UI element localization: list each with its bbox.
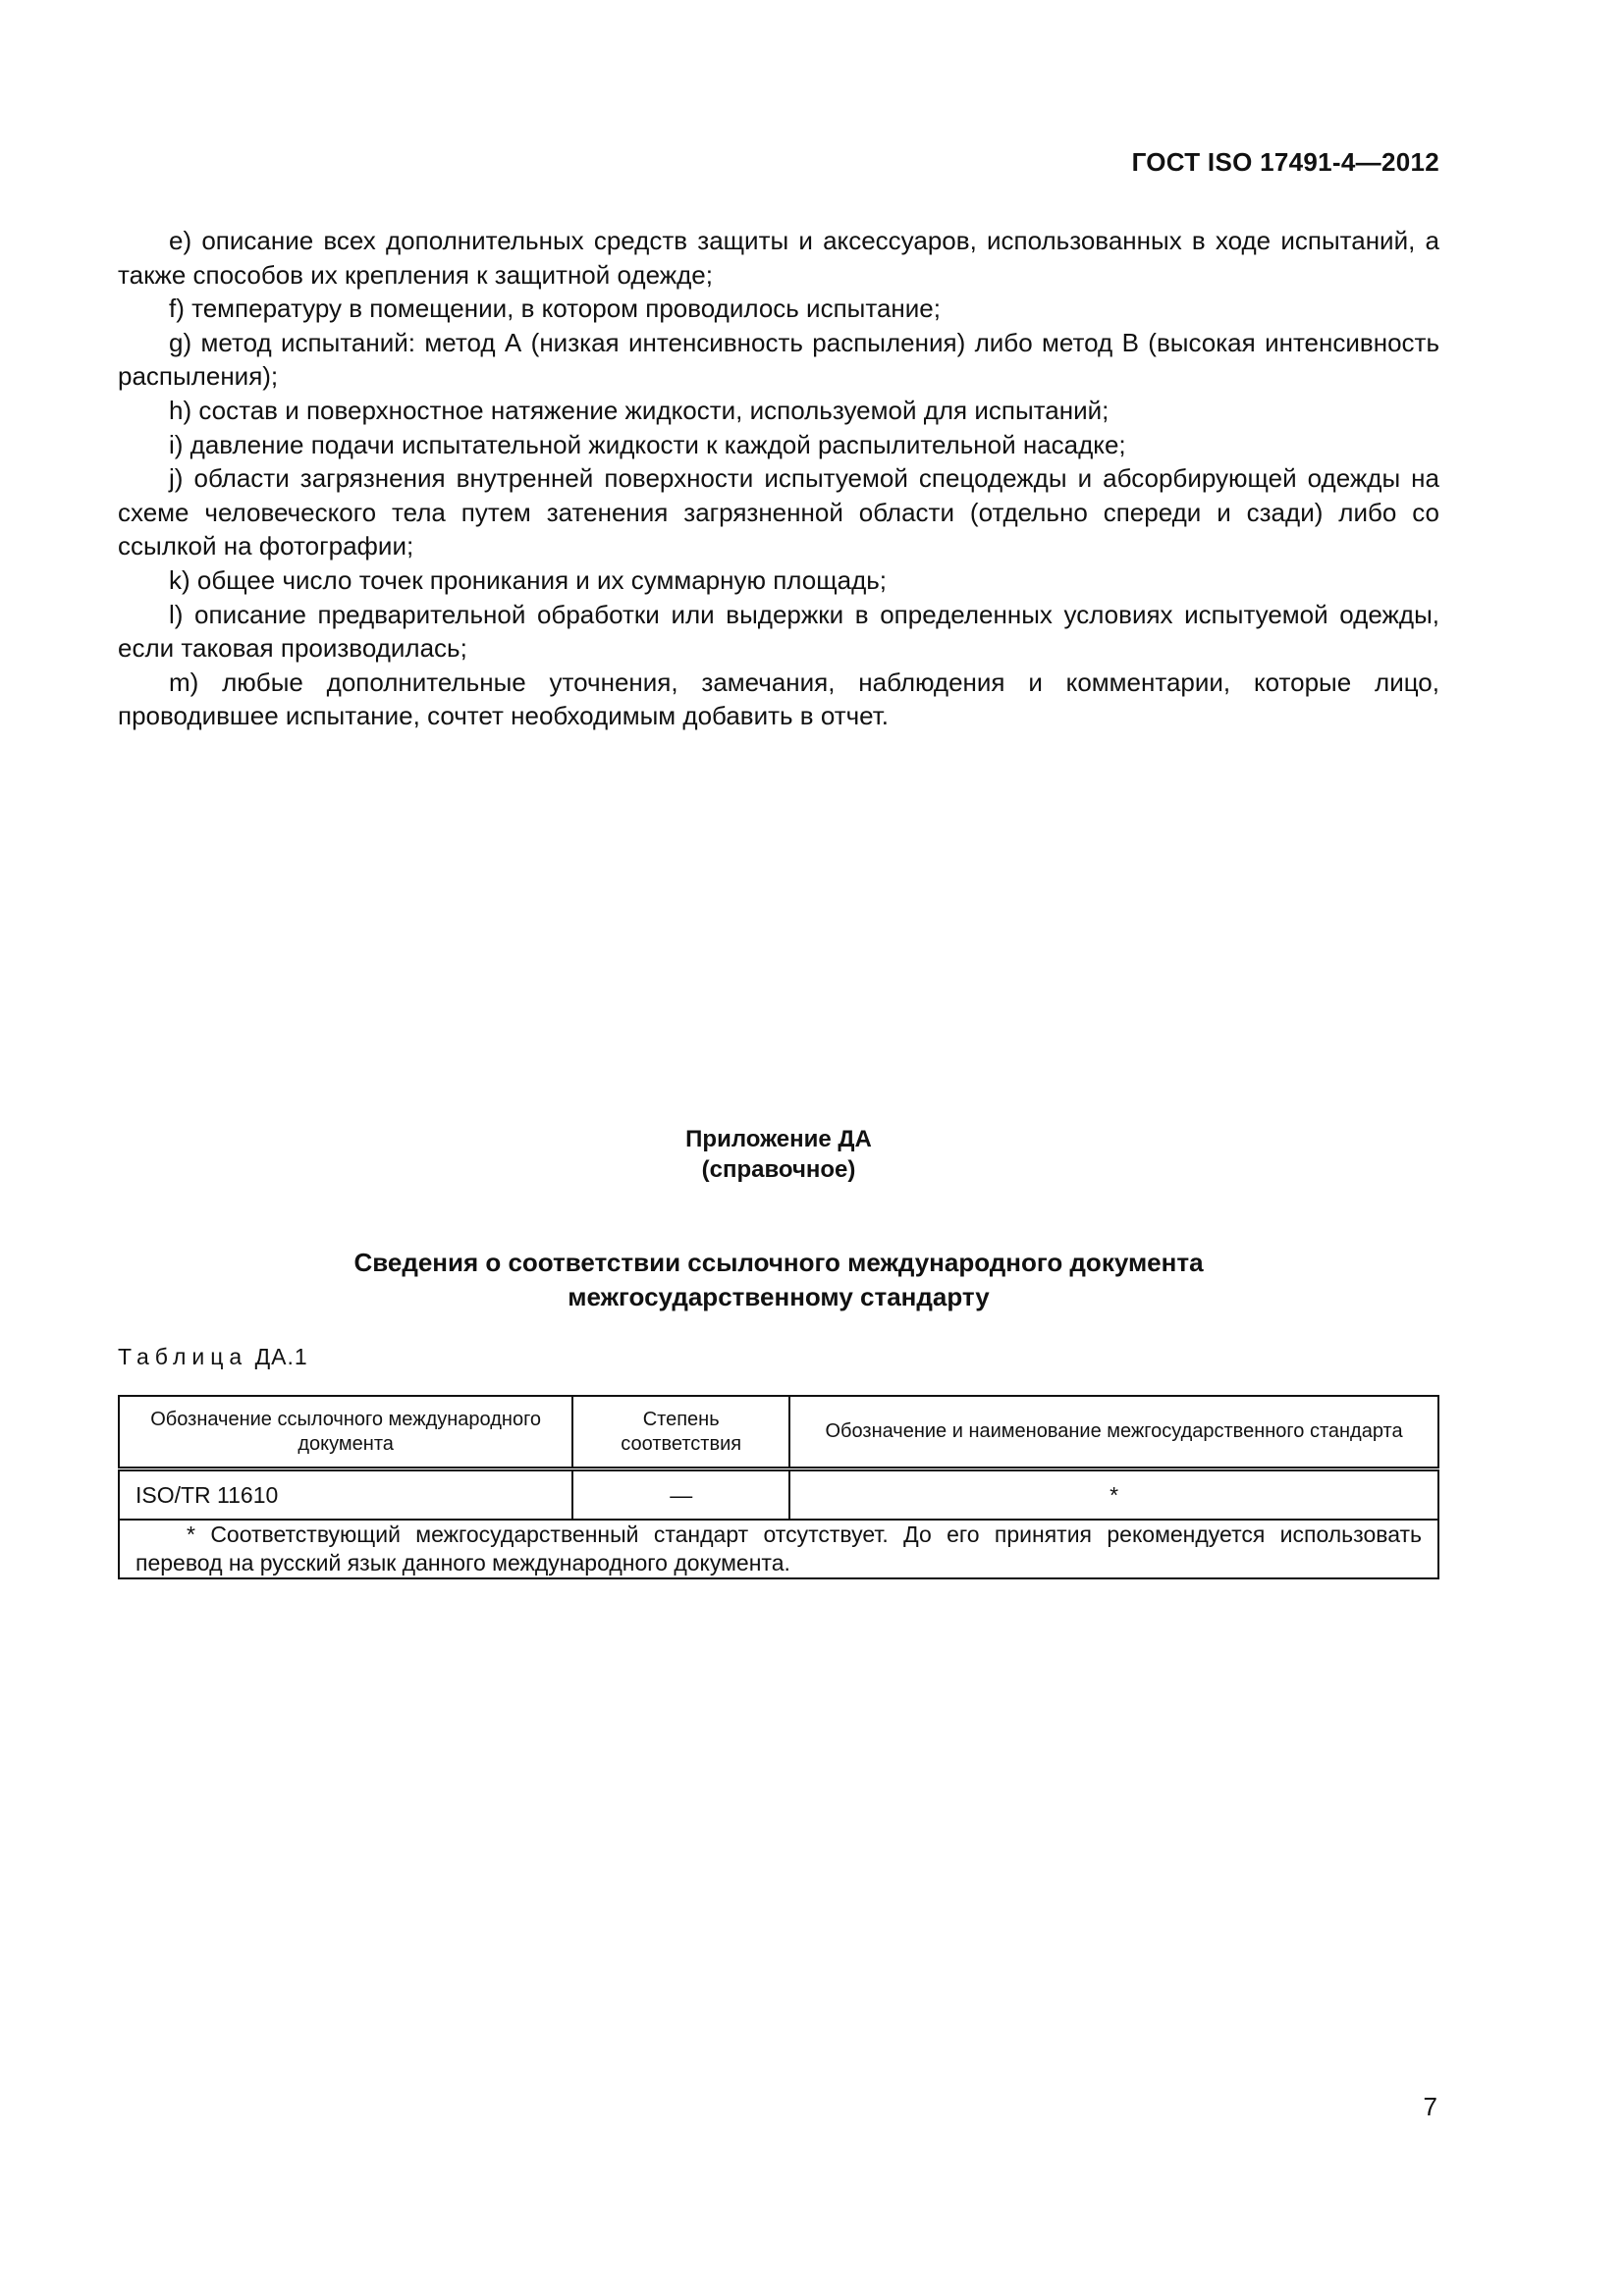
- table-footnote-cell: [119, 1520, 1438, 1578]
- appendix-heading: [118, 1124, 1439, 1185]
- table-label-number: ДА.1: [254, 1344, 308, 1369]
- list-item: i) давление подачи испытательной жидкости к каждой распылительной насадке;: [169, 429, 1126, 459]
- correspondence-table: [118, 1395, 1439, 1579]
- table-cell-degree: —: [572, 1469, 789, 1521]
- table-footnote-row: [119, 1520, 1438, 1578]
- section-title: [118, 1246, 1439, 1314]
- list-item: е) описание всех дополнительных средств защиты и аксессуаров, использованных в ходе испытаний, а также способов их крепления к защитной одежде;: [118, 226, 1439, 290]
- appendix-subtitle: (справочное): [701, 1156, 856, 1183]
- list-item: g) метод испытаний: метод А (низкая интенсивность распыления) либо метод В (высокая интенсивность распыления);: [118, 327, 1439, 392]
- list-item: f) температуру в помещении, в котором проводилось испытание;: [169, 294, 941, 324]
- list-item: l) описание предварительной обработки или выдержки в определенных условиях испытуемой одежды, если таковая производилась;: [118, 599, 1439, 664]
- table-row: [119, 1469, 1438, 1521]
- section-title-line1: Сведения о соответствии ссылочного международного документа: [353, 1248, 1204, 1277]
- header-interstate-standard: Обозначение и наименование межгосударственного стандарта: [789, 1396, 1438, 1469]
- report-requirements-list: [118, 224, 1439, 733]
- list-item: j) области загрязнения внутренней поверхности испытуемой спецодежды и абсорбирующей одежды на схеме человеческого тела путем затенения загрязненной области (отдельно спереди и сзади) либо со ссылкой на фотографии;: [118, 463, 1439, 561]
- appendix-title: Приложение ДА: [685, 1126, 872, 1152]
- page-number: 7: [1423, 2092, 1437, 2121]
- table-footnote: * Соответствующий межгосударственный стандарт отсутствует. До его принятия рекомендуется использовать перевод на русский язык данного международного документа.: [135, 1522, 1422, 1575]
- list-item: m) любые дополнительные уточнения, замечания, наблюдения и комментарии, которые лицо, проводившее испытание, сочтет необходимым добавить в отчет.: [118, 667, 1439, 731]
- header-correspondence-degree: Степень соответствия: [572, 1396, 789, 1469]
- table-cell-standard: *: [789, 1469, 1438, 1521]
- table-cell-document: ISO/TR 11610: [119, 1469, 572, 1521]
- section-title-line2: межгосударственному стандарту: [568, 1282, 990, 1311]
- document-header-code: ГОСТ ISO 17491-4—2012: [1131, 147, 1439, 177]
- table-label-word: Таблица: [118, 1344, 248, 1369]
- list-item: k) общее число точек проникания и их суммарную площадь;: [169, 564, 888, 595]
- table-label: [118, 1344, 308, 1370]
- list-item: h) состав и поверхностное натяжение жидкости, используемой для испытаний;: [169, 395, 1110, 425]
- header-reference-document: Обозначение ссылочного международного документа: [119, 1396, 572, 1469]
- table-header-row: [119, 1396, 1438, 1469]
